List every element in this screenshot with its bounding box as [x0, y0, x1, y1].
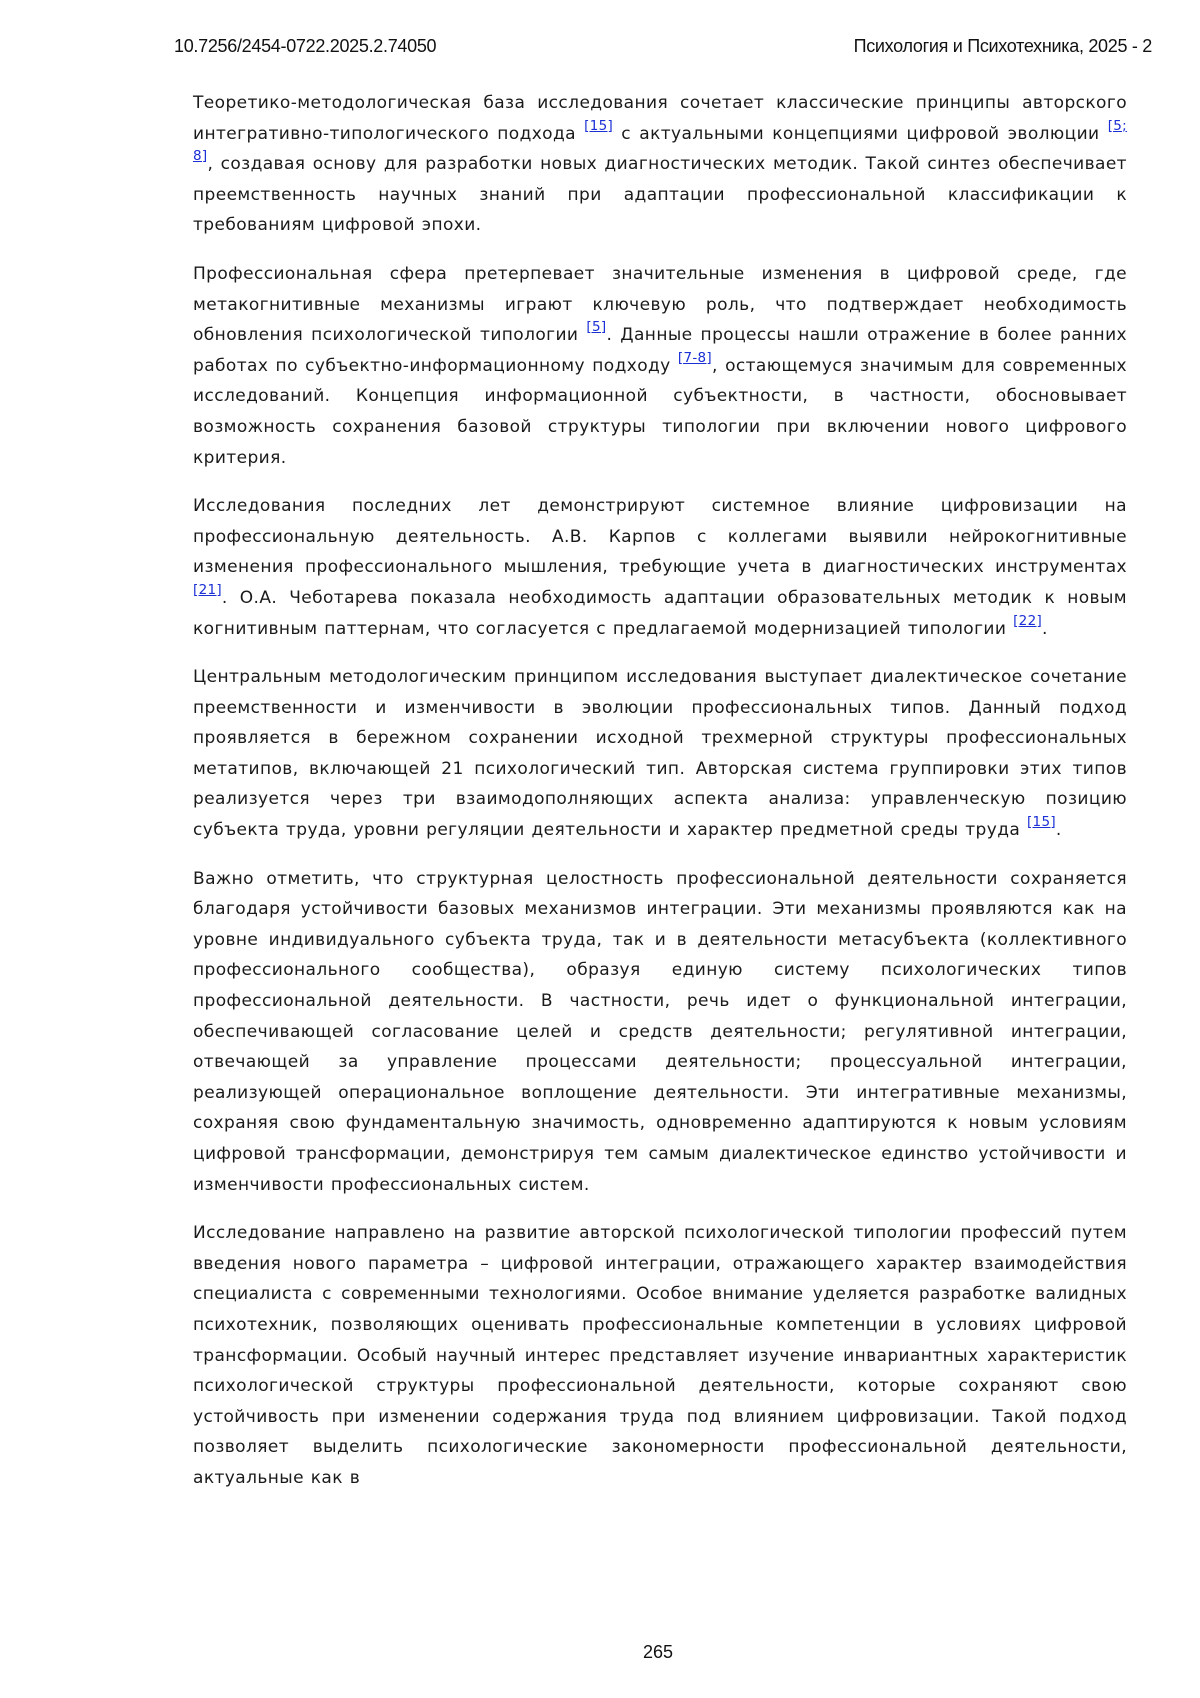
citation-link[interactable]: [7-8]	[677, 349, 712, 366]
citation-link[interactable]: [15]	[1026, 814, 1056, 831]
paragraph-text: . Данные процессы нашли отражение в более ранних работах по субъектно-информационному подходу	[193, 325, 1127, 376]
citation-link[interactable]: [22]	[1013, 612, 1043, 629]
paragraph-text: , создавая основу для разработки новых диагностических методик. Такой синтез обеспечивает преемственность научных знаний при адаптации профессиональной классификации к требованиям цифровой эпохи.	[193, 154, 1127, 236]
paragraph-text: Центральным методологическим принципом исследования выступает диалектическое сочетание преемственности и изменчивости в эволюции профессиональных типов. Данный подход проявляется в бережном сохранении исходной трехмерной структуры профессиональных метатипов, включающей 21 психологический тип. Авторская система группировки этих типов реализуется через три взаимодополняющих аспекта анализа: управленческую позицию субъекта труда, уровни регуляции деятельности и характер предметной среды труда	[193, 667, 1127, 841]
article-body	[193, 88, 1127, 1512]
body-paragraph	[193, 1218, 1127, 1493]
paragraph-text: Исследование направлено на развитие авторской психологической типологии профессий путем введения нового параметра – цифровой интеграции, отражающего характер взаимодействия специалиста с современными технологиями. Особое внимание уделяется разработке валидных психотехник, позволяющих оценивать профессиональные компетенции в условиях цифровой трансформации. Особый научный интерес представляет изучение инвариантных характеристик психологической структуры профессиональной деятельности, которые сохраняют свою устойчивость при изменении содержания труда под влиянием цифровизации. Такой подход позволяет выделить психологические закономерности профессиональной деятельности, актуальные как в	[193, 1223, 1127, 1488]
citation-link[interactable]: [21]	[193, 581, 222, 598]
body-paragraph	[193, 662, 1127, 846]
citation-link[interactable]: [15]	[584, 117, 614, 134]
paragraph-text: Важно отметить, что структурная целостность профессиональной деятельности сохраняется благодаря устойчивости базовых механизмов интеграции. Эти механизмы проявляются как на уровне индивидуального субъекта труда, так и в деятельности метасубъекта (коллективного профессионального сообщества), образуя единую систему психологических типов профессиональной деятельности. В частности, речь идет о функциональной интеграции, обеспечивающей согласование целей и средств деятельности; регулятивной интеграции, отвечающей за управление процессами деятельности; процессуальной интеграции, реализующей операциональное воплощение деятельности. Эти интегративные механизмы, сохраняя свою фундаментальную значимость, одновременно адаптируются к новым условиям цифровой трансформации, демонстрируя тем самым диалектическое единство устойчивости и изменчивости профессиональных систем.	[193, 868, 1127, 1195]
body-paragraph	[193, 88, 1127, 241]
paragraph-text: . О.А. Чеботарева показала необходимость адаптации образовательных методик к новым когнитивным паттернам, что согласуется с предлагаемой модернизацией типологии	[193, 587, 1127, 639]
paragraph-text: Профессиональная сфера претерпевает значительные изменения в цифровой среде, где метакогнитивные механизмы играют ключевую роль, что подтверждает необходимость обновления психологической типологии	[193, 263, 1127, 346]
body-paragraph	[193, 864, 1127, 1201]
paragraph-text: .	[1042, 618, 1048, 639]
paragraph-text: с актуальными концепциями цифровой эволюции	[613, 123, 1108, 144]
paragraph-text: , остающемуся значимым для современных исследований. Концепция информационной субъектности, в частности, обосновывает возможность сохранения базовой структуры типологии при включении нового цифрового критерия.	[193, 355, 1127, 468]
paragraph-text: .	[1055, 820, 1062, 841]
citation-link[interactable]: [5; 8]	[193, 117, 1128, 165]
page-number: 265	[642, 1642, 674, 1662]
journal-issue-label: Психология и Психотехника, 2025 - 2	[853, 36, 1152, 56]
running-header	[174, 36, 1152, 60]
citation-link[interactable]: [5]	[586, 319, 607, 336]
paragraph-text: Теоретико-методологическая база исследования сочетает классические принципы авторского интегративно-типологического подхода	[193, 93, 1127, 144]
body-paragraph	[193, 491, 1127, 644]
doi-label: 10.7256/2454-0722.2025.2.74050	[174, 36, 437, 56]
body-paragraph	[193, 259, 1127, 473]
paragraph-text: Исследования последних лет демонстрируют системное влияние цифровизации на профессиональную деятельность. А.В. Карпов с коллегами выявили нейрокогнитивные изменения профессионального мышления, требующие учета в диагностических инструментах	[193, 496, 1127, 578]
